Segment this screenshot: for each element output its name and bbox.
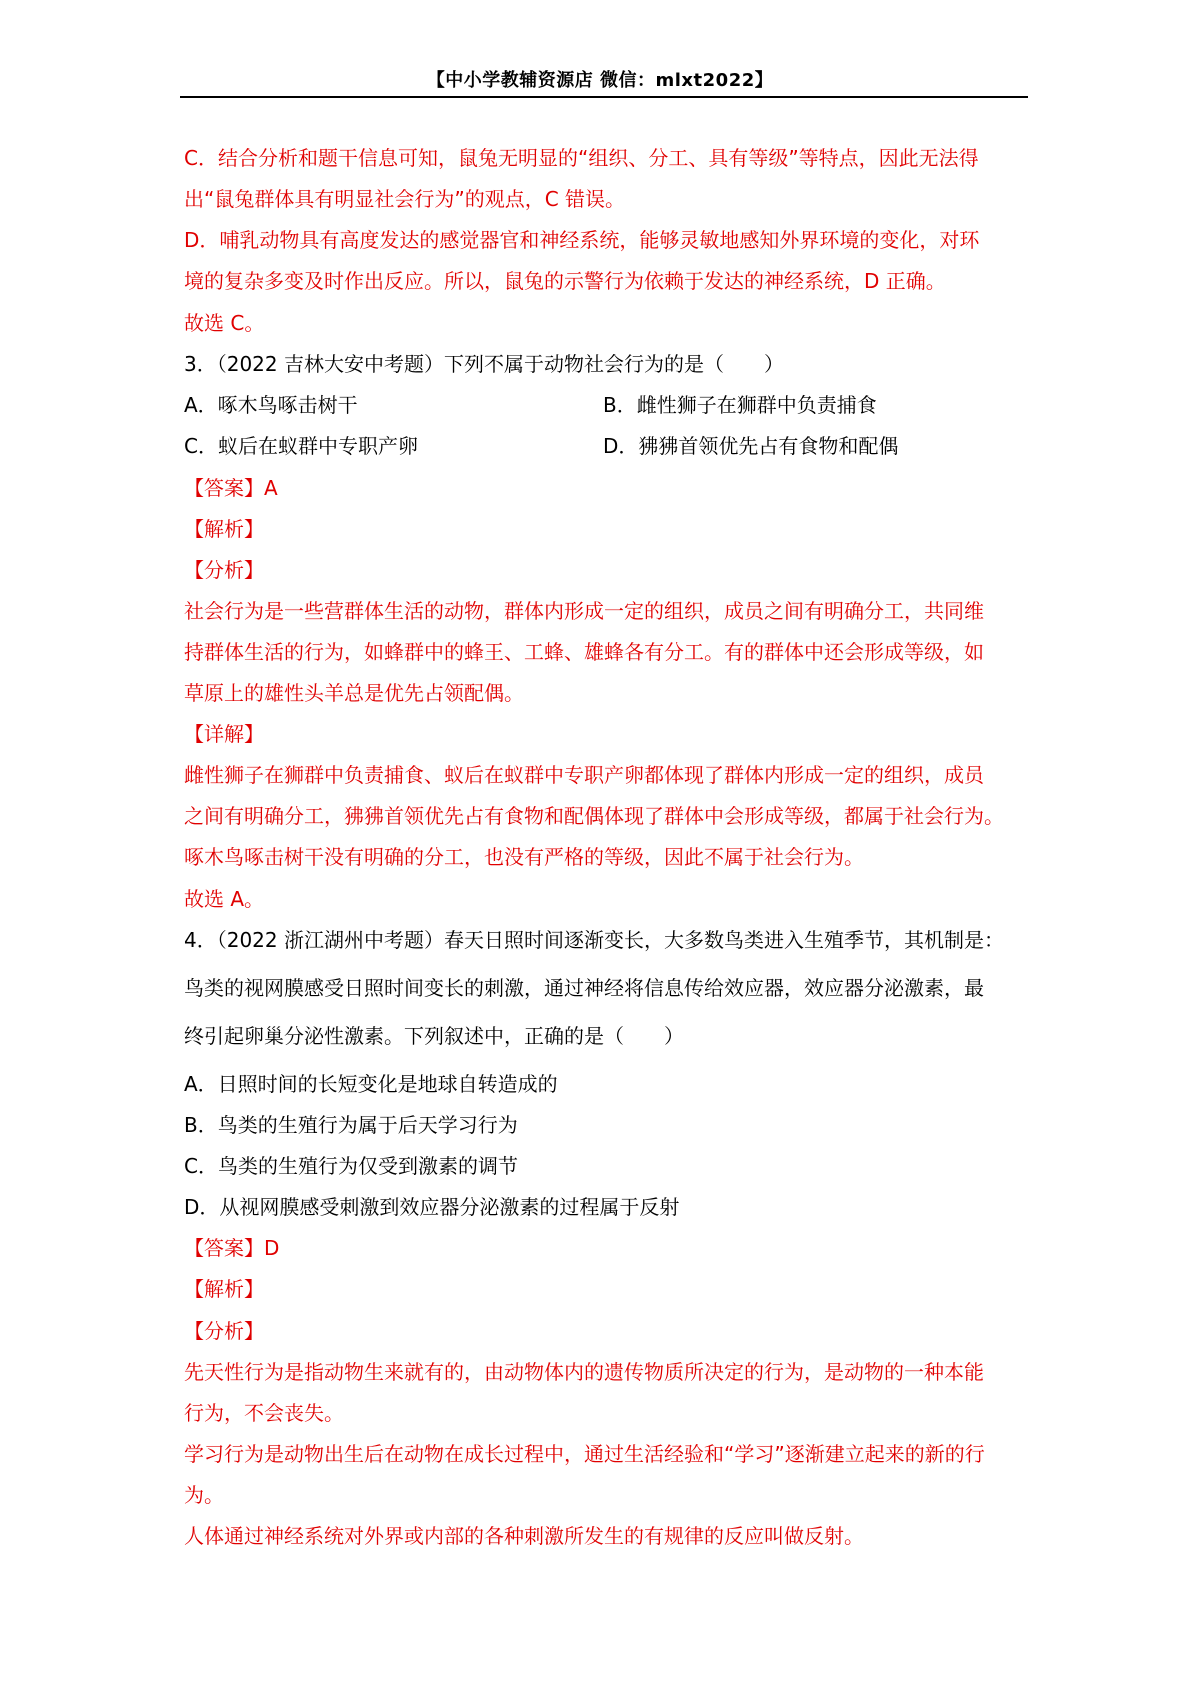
analysis-label: 【解析】 xyxy=(184,1277,264,1301)
text-line: 先天性行为是指动物生来就有的，由动物体内的遗传物质所决定的行为，是动物的一种本能 xyxy=(184,1360,984,1384)
text-line: 为。 xyxy=(184,1483,224,1507)
option-d: D．从视网膜感受刺激到效应器分泌激素的过程属于反射 xyxy=(184,1195,680,1219)
text-line: 雌性狮子在狮群中负责捕食、蚁后在蚁群中专职产卵都体现了群体内形成一定的组织，成员 xyxy=(184,763,984,787)
question-3-stem: 3．（2022 吉林大安中考题）下列不属于动物社会行为的是（ ） xyxy=(184,352,784,376)
page-header: 【中小学教辅资源店 微信：mlxt2022】 xyxy=(426,70,774,91)
text-line: 学习行为是动物出生后在动物在成长过程中，通过生活经验和“学习”逐渐建立起来的新的行 xyxy=(184,1442,985,1466)
analysis-sub-label: 【分析】 xyxy=(184,558,264,582)
answer-label: 【答案】D xyxy=(184,1236,280,1260)
text-line: C．结合分析和题干信息可知，鼠兔无明显的“组织、分工、具有等级”等特点，因此无法得 xyxy=(184,146,979,170)
text-line: 社会行为是一些营群体生活的动物，群体内形成一定的组织，成员之间有明确分工，共同维 xyxy=(184,599,984,623)
text-line: D．哺乳动物具有高度发达的感觉器官和神经系统，能够灵敏地感知外界环境的变化，对环 xyxy=(184,228,980,252)
text-line: 故选 C。 xyxy=(184,311,265,335)
option-d: D．狒狒首领优先占有食物和配偶 xyxy=(603,434,899,458)
option-b: B．雌性狮子在狮群中负责捕食 xyxy=(603,393,877,417)
text-line: 人体通过神经系统对外界或内部的各种刺激所发生的有规律的反应叫做反射。 xyxy=(184,1524,864,1548)
text-line: 故选 A。 xyxy=(184,887,265,911)
text-line: 行为，不会丧失。 xyxy=(184,1401,344,1425)
text-line: 持群体生活的行为，如蜂群中的蜂王、工蜂、雄蜂各有分工。有的群体中还会形成等级，如 xyxy=(184,640,984,664)
text-line: 啄木鸟啄击树干没有明确的分工，也没有严格的等级，因此不属于社会行为。 xyxy=(184,845,864,869)
option-c: C．鸟类的生殖行为仅受到激素的调节 xyxy=(184,1154,518,1178)
header-divider xyxy=(180,96,1028,98)
text-line: 境的复杂多变及时作出反应。所以，鼠兔的示警行为依赖于发达的神经系统，D 正确。 xyxy=(184,269,946,293)
option-a: A．日照时间的长短变化是地球自转造成的 xyxy=(184,1072,558,1096)
text-line: 出“鼠兔群体具有明显社会行为”的观点，C 错误。 xyxy=(184,187,626,211)
question-4-stem: 鸟类的视网膜感受日照时间变长的刺激，通过神经将信息传给效应器，效应器分泌激素，最 xyxy=(184,976,984,1000)
text-line: 草原上的雄性头羊总是优先占领配偶。 xyxy=(184,681,524,705)
analysis-sub-label: 【分析】 xyxy=(184,1319,264,1343)
question-4-stem: 终引起卵巢分泌性激素。下列叙述中，正确的是（ ） xyxy=(184,1024,684,1048)
option-a: A．啄木鸟啄击树干 xyxy=(184,393,358,417)
question-4-stem: 4．（2022 浙江湖州中考题）春天日照时间逐渐变长，大多数鸟类进入生殖季节，其机制是： xyxy=(184,928,1004,952)
analysis-label: 【解析】 xyxy=(184,517,264,541)
option-c: C．蚁后在蚁群中专职产卵 xyxy=(184,434,418,458)
option-b: B．鸟类的生殖行为属于后天学习行为 xyxy=(184,1113,518,1137)
answer-label: 【答案】A xyxy=(184,476,278,500)
detail-label: 【详解】 xyxy=(184,722,264,746)
text-line: 之间有明确分工，狒狒首领优先占有食物和配偶体现了群体中会形成等级，都属于社会行为。 xyxy=(184,804,1004,828)
